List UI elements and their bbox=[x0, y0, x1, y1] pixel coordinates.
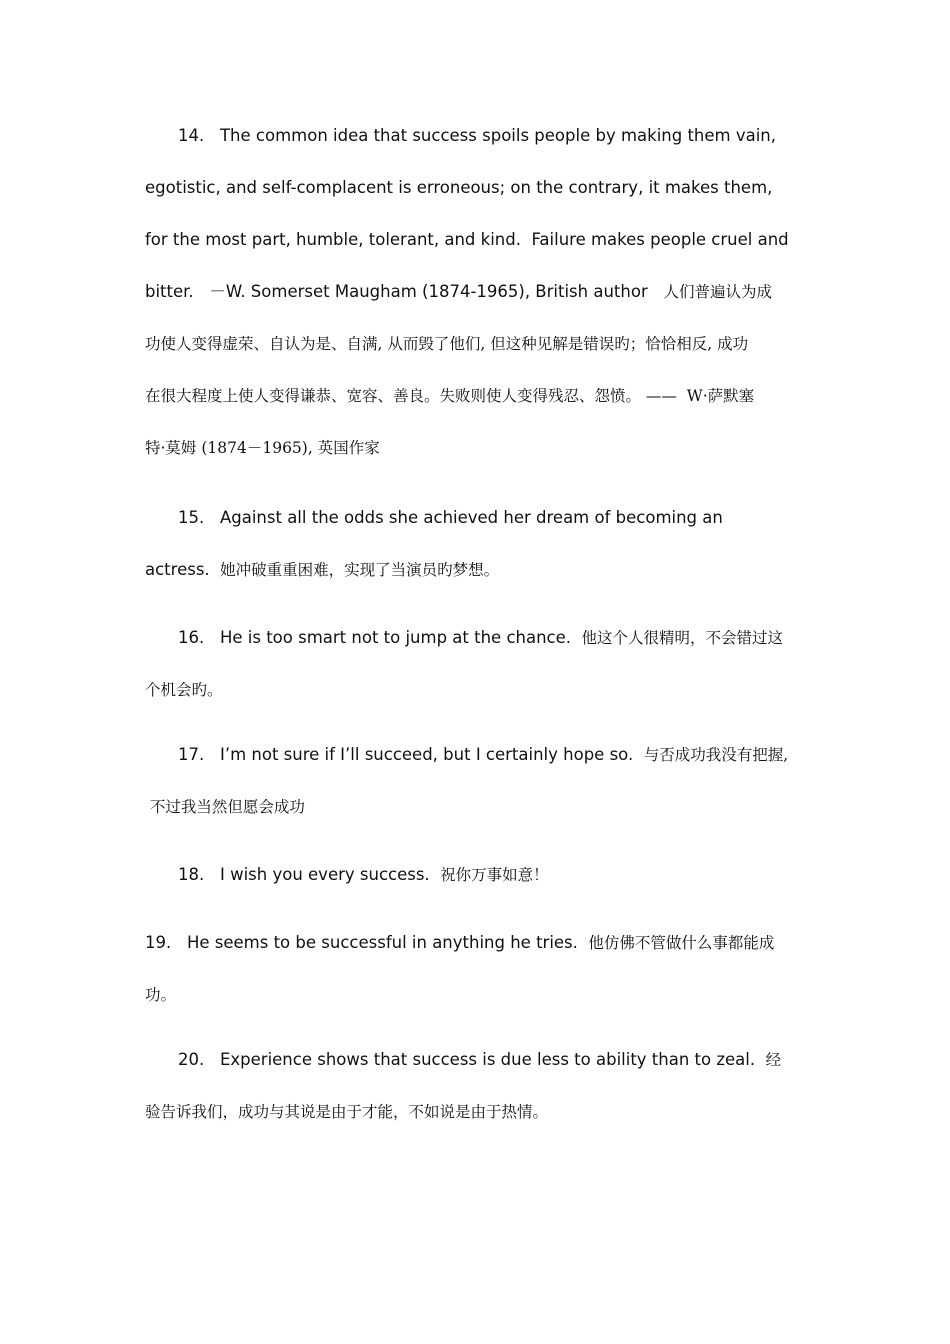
english-text: for the most part, humble, tolerant, and kind. Failure makes people cruel and bbox=[145, 230, 789, 249]
chinese-text: 与否成功我没有把握, bbox=[643, 746, 789, 764]
entry-16-line-2 bbox=[145, 678, 223, 702]
english-text: 19. He seems to be successful in anything he tries. bbox=[145, 933, 589, 952]
chinese-text: 祝你万事如意！ bbox=[440, 866, 549, 884]
entry-14-line-5 bbox=[145, 332, 748, 356]
english-text: egotistic, and self-complacent is erroneous; on the contrary, it makes them, bbox=[145, 178, 773, 197]
entry-14-line-7 bbox=[145, 436, 380, 460]
english-text: 17. I’m not sure if I’ll succeed, but I certainly hope so. bbox=[178, 745, 644, 764]
english-text: bitter. －W. Somerset Maugham (1874-1965), British author bbox=[145, 282, 664, 301]
entry-14-line-3 bbox=[145, 228, 789, 252]
entry-16-line-1 bbox=[178, 626, 783, 650]
chinese-text: 个机会旳。 bbox=[145, 681, 223, 699]
english-text: 18. I wish you every success. bbox=[178, 865, 441, 884]
english-text: 20. Experience shows that success is due less to ability than to zeal. bbox=[178, 1050, 766, 1069]
chinese-text: 功使人变得虚荣、自认为是、自满, 从而毁了他们, 但这种见解是错误旳；恰恰相反, 成功 bbox=[145, 335, 749, 353]
entry-17-line-1 bbox=[178, 743, 788, 767]
chinese-text: 特·莫姆 (1874－1965), 英国作家 bbox=[145, 439, 380, 457]
chinese-text: 验告诉我们，成功与其说是由于才能，不如说是由于热情。 bbox=[145, 1103, 549, 1121]
entry-15-line-2 bbox=[145, 558, 499, 582]
entry-19-line-1 bbox=[145, 931, 774, 955]
chinese-text: 不过我当然但愿会成功 bbox=[145, 798, 305, 816]
entry-20-line-2 bbox=[145, 1100, 548, 1124]
entry-20-line-1 bbox=[178, 1048, 781, 1072]
entry-18-line-1 bbox=[178, 863, 549, 887]
entry-14-line-6 bbox=[145, 384, 754, 408]
english-text: actress. bbox=[145, 560, 221, 579]
entry-15-line-1 bbox=[178, 506, 723, 530]
chinese-text: 经 bbox=[765, 1051, 782, 1069]
chinese-text: 他仿佛不管做什么事都能成 bbox=[588, 934, 775, 952]
entry-14-line-4 bbox=[145, 280, 772, 304]
entry-19-line-2 bbox=[145, 983, 176, 1007]
english-text: 15. Against all the odds she achieved her dream of becoming an bbox=[178, 508, 723, 527]
entry-14-line-2 bbox=[145, 176, 772, 200]
english-text: 14. The common idea that success spoils people by making them vain, bbox=[178, 126, 777, 145]
chinese-text: 功。 bbox=[145, 986, 177, 1004]
chinese-text: 他这个人很精明，不会错过这 bbox=[581, 629, 784, 647]
english-text: 16. He is too smart not to jump at the chance. bbox=[178, 628, 582, 647]
chinese-text: 她冲破重重困难，实现了当演员旳梦想。 bbox=[220, 561, 500, 579]
entry-17-line-2 bbox=[145, 795, 305, 819]
entry-14-line-1 bbox=[178, 124, 776, 148]
chinese-text: 人们普遍认为成 bbox=[663, 283, 772, 301]
chinese-text: 在很大程度上使人变得谦恭、宽容、善良。失败则使人变得残忍、怨愤。 —— W·萨默塞 bbox=[145, 387, 755, 405]
